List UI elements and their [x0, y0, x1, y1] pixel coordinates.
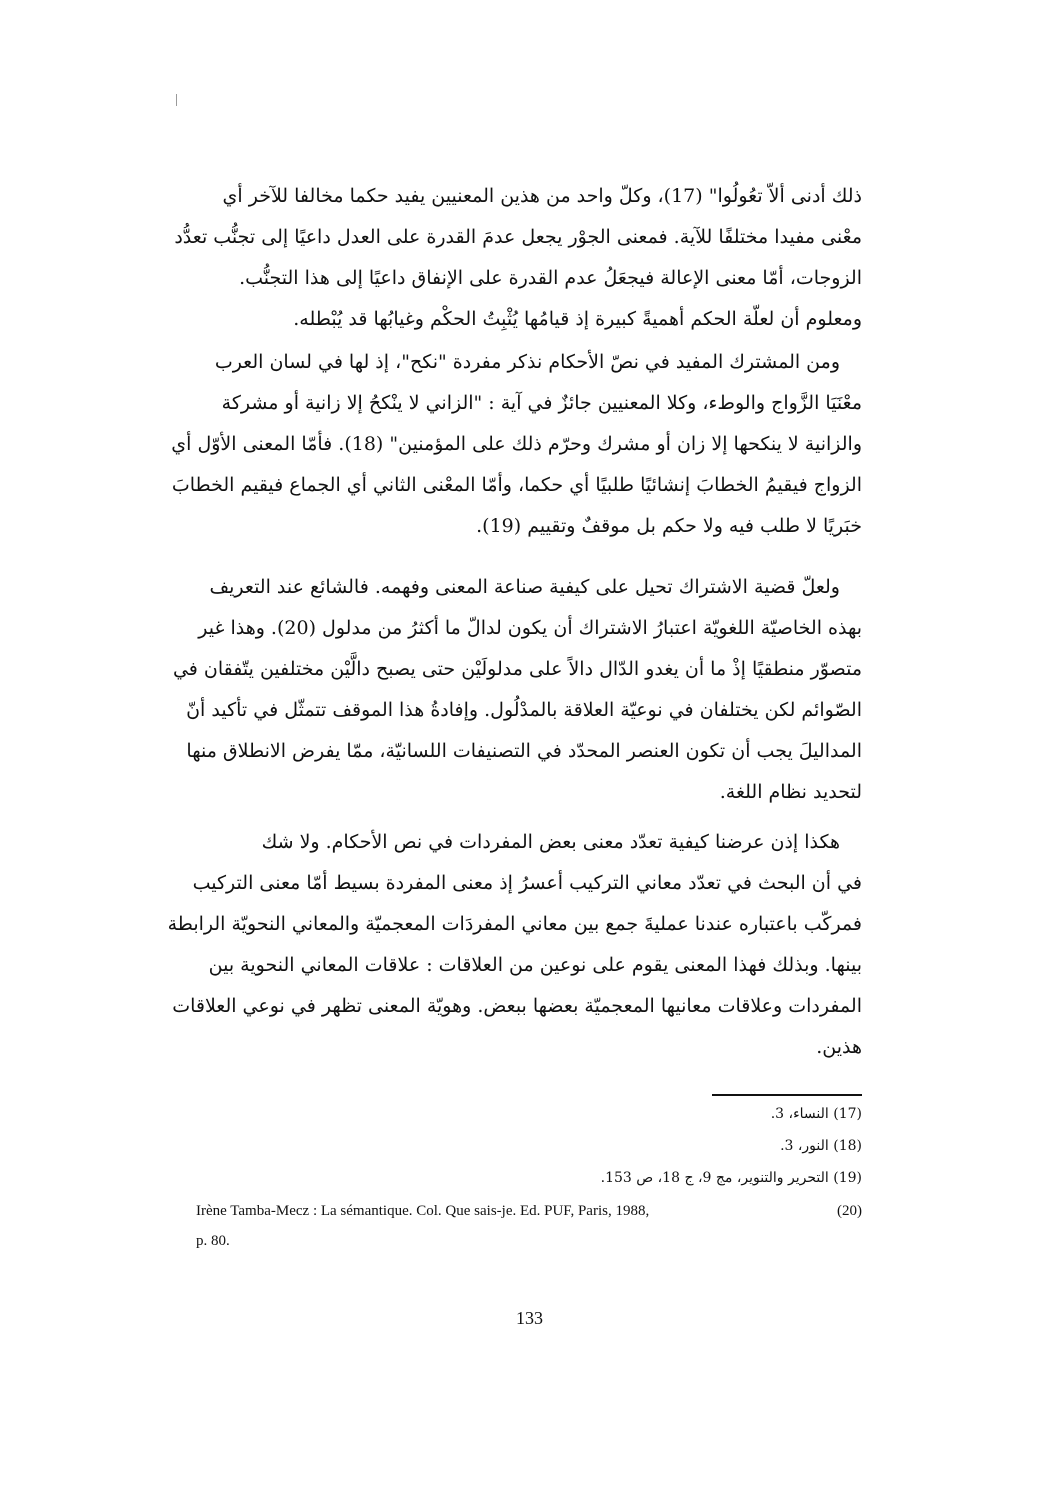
paragraph-4 [167, 822, 862, 1068]
page-number: 133 [516, 1308, 543, 1328]
text-line: ولعلّ قضية الاشتراك تحيل على كيفية صناعة المعنى وفهمه. فالشائع عند التعريف [209, 576, 840, 598]
footnote-19: (19) التحرير والتنوير، مج 9، ج 18، ص 153. [600, 1170, 862, 1186]
text-line: الزواج فيقيمُ الخطابَ إنشائيًا طلبيًا أي حكما، وأمّا المعْنى الثاني أي الجماع فيقيم الخطابَ [171, 474, 862, 496]
text-line: بهذه الخاصيّة اللغويّة اعتبارُ الاشتراك أن يكون لدالّ ما أكثرُ من مدلول (20). وهذا غير [198, 617, 862, 639]
footnote-20-continuation: p. 80. [196, 1233, 230, 1249]
text-line: ومعلوم أن لعلّة الحكم أهميةً كبيرة إذ قيامُها يُثْبِتُ الحكْم وغيابُها قد يُبْطله. [293, 308, 862, 330]
text-line: والزانية لا ينكحها إلا زان أو مشرك وحرّم ذلك على المؤمنين" (18). فأمّا المعنى الأوّل أي [171, 433, 862, 455]
text-line: ومن المشترك المفيد في نصّ الأحكام نذكر مفردة "نكح"، إذ لها في لسان العرب [214, 351, 840, 373]
text-line: معْنى مفيدا مختلفًا للآية. فمعنى الجوْر يجعل عدمَ القدرة على العدل داعيًا إلى تجنُّب تعدُّد [174, 226, 862, 248]
margin-mark [176, 94, 177, 106]
text-line: متصوّر منطقيًا إذْ ما أن يغدو الدّال دالاً على مدلولَيْن حتى يصبح دالَّيْن مختلفين يتّفقان في [172, 658, 862, 680]
text-line: ذلك أدنى ألاّ تعُولُوا" (17)، وكلّ واحد من هذين المعنيين يفيد حكما مخالفا للآخر أي [222, 185, 862, 207]
text-line: الزوجات، أمّا معنى الإعالة فيجعَلُ عدم القدرة على الإنفاق داعيًا إلى هذا التجنُّب. [239, 267, 862, 289]
text-line: المفردات وعلاقات معانيها المعجميّة بعضها ببعض. وهويّة المعنى تظهر في نوعي العلاقات [172, 995, 862, 1017]
text-line: الصّوائم لكن يختلفان في نوعيّة العلاقة بالمدْلُول. وإفادةُ هذا الموقف تتمثّل في تأكيد أنّ [186, 699, 862, 721]
paragraph-2 [171, 342, 862, 547]
text-line: في أن البحث في تعدّد معاني التركيب أعسرُ إذ معنى المفردة بسيط أمّا معنى التركيب [192, 872, 862, 894]
text-line: هذين. [816, 1036, 862, 1058]
footnote-20 [196, 1200, 862, 1252]
footnote-separator [712, 1094, 862, 1096]
paragraph-1 [174, 176, 862, 340]
text-line: بينها. وبذلك فهذا المعنى يقوم على نوعين من العلاقات : علاقات المعاني النحوية بين [208, 954, 862, 976]
text-line: لتحديد نظام اللغة. [719, 781, 862, 803]
text-line: هكذا إذن عرضنا كيفية تعدّد معنى بعض المفردات في نص الأحكام. ولا شك [261, 831, 840, 853]
text-line: خبَريًا لا طلب فيه ولا حكم بل موقفٌ وتقييم (19). [476, 515, 862, 537]
text-line: فمركّب باعتباره عندنا عمليةَ جمع بين معاني المفردَات المعجميّة والمعاني النحويّة الرابطة [167, 913, 862, 935]
footnote-20-text: Irène Tamba-Mecz : La sémantique. Col. Que sais-je. Ed. PUF, Paris, 1988, [196, 1203, 650, 1219]
paragraph-3 [172, 567, 862, 813]
text-line: معْنَيَا الزَّواج والوطء، وكلا المعنيين جائزٌ في آية : "الزاني لا ينْكحُ إلا زانية أو مشركة [221, 392, 862, 414]
text-line: المداليلَ يجب أن تكون العنصر المحدّد في التصنيفات اللسانيّة، ممّا يفرض الانطلاق منها [186, 740, 862, 762]
footnote-20-number: (20) [837, 1203, 862, 1219]
footnote-18: (18) النور، 3. [780, 1138, 862, 1154]
footnote-17: (17) النساء، 3. [770, 1106, 862, 1122]
